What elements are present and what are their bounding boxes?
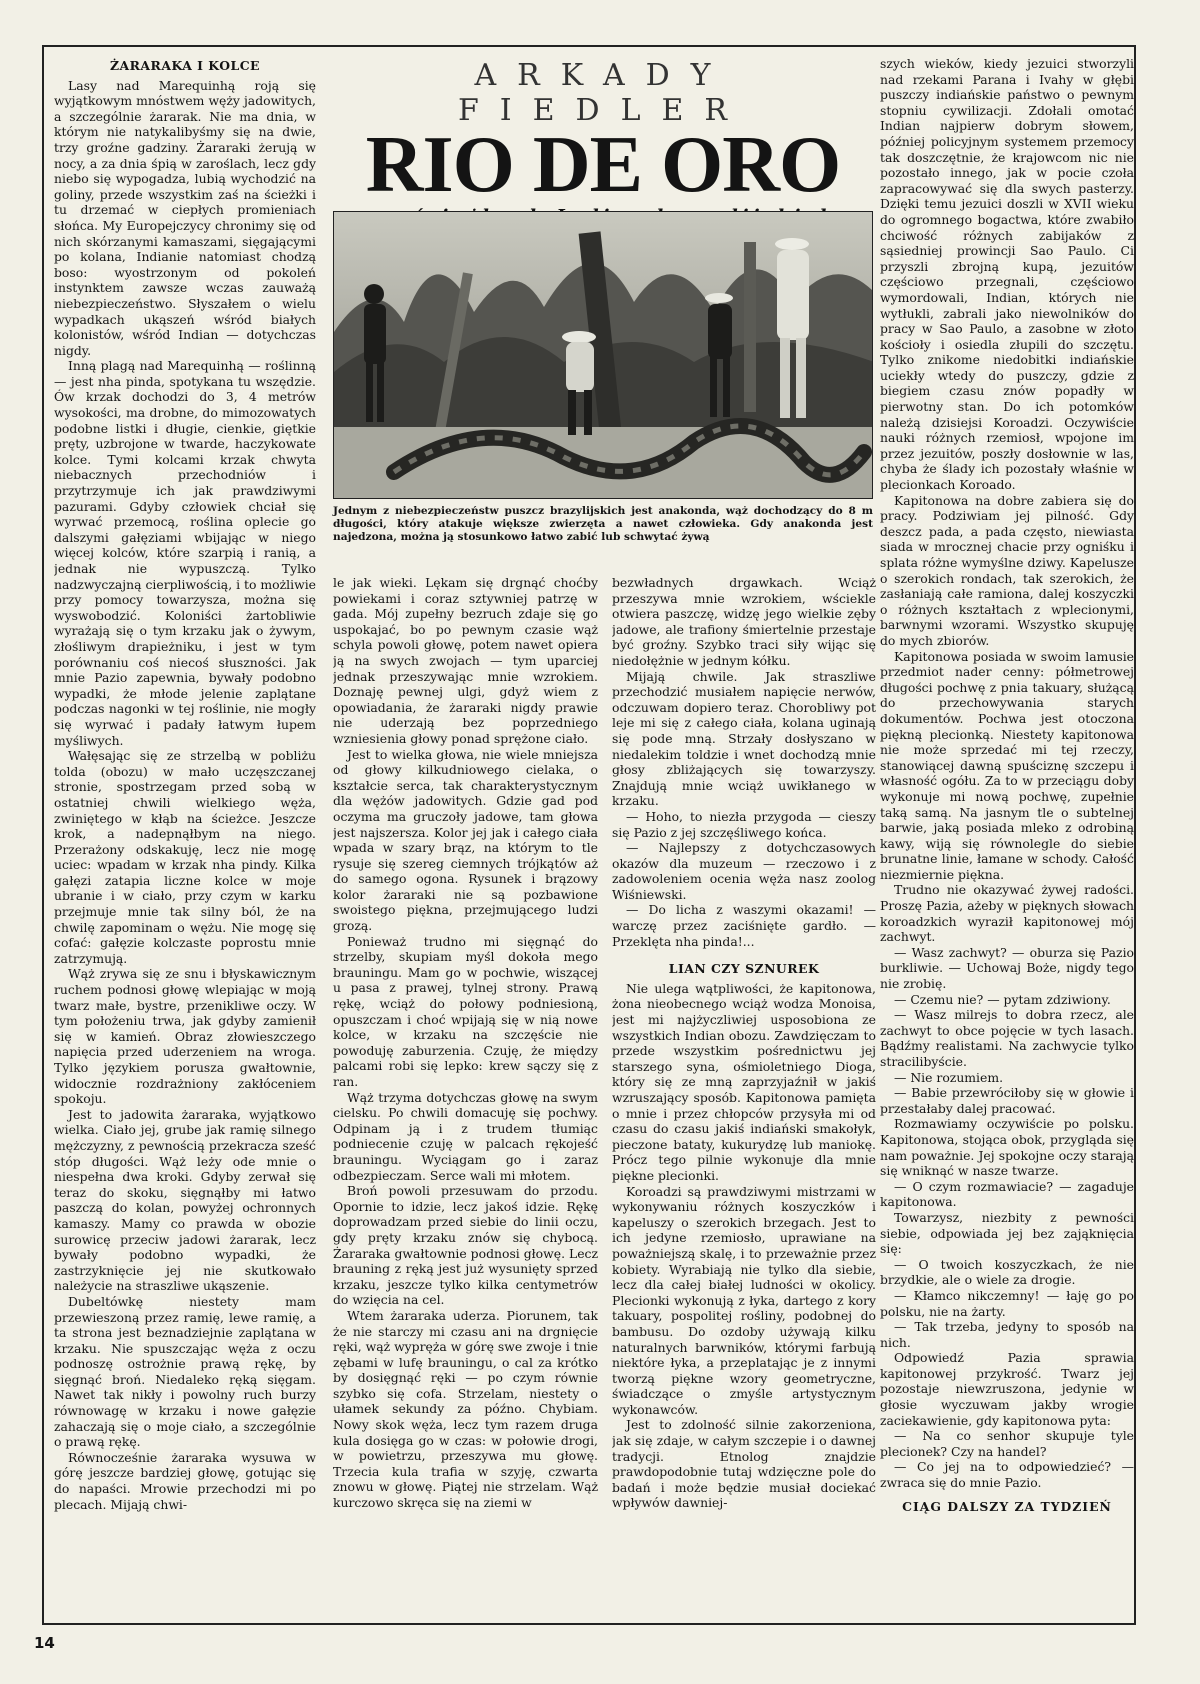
paragraph: Dubeltówkę niestety mam przewieszoną przez ramię, lewe ramię, a ta strona jest beznadziejnie zaplątana w krzaku. Nie spuszczając węża z oczu podnoszę ostrożnie prawą rękę, by sięgnąć broń. Niedaleko ręką sięgam. Nawet tak nikły i powolny ruch burzy równowagę w krzaku i nowe gałęzie zahaczają się o moje ciało, a szczególnie o prawą rękę.: [54, 1293, 316, 1450]
paragraph: Jest to zdolność silnie zakorzeniona, jak się zdaje, w całym szczepie i o dawnej tradycji. Etnolog znajdzie prawdopodobnie tutaj wdzięczne pole do badań i może będzie musiał dociekać wpływów dawniej-: [612, 1417, 876, 1511]
paragraph: — Najlepszy z dotychczasowych okazów dla muzeum — rzeczowo i z zadowoleniem ocenia węża nasz zoolog Wiśniewski.: [612, 840, 876, 902]
paragraph: Mijają chwile. Jak straszliwe przechodzić musiałem napięcie nerwów, odczuwam dopiero teraz. Chorobliwy pot leje mi się z całego ciała, kolana uginają się pode mną. Strzały dosłyszano w niedalekim toldzie i wnet dochodzą mnie głosy zbliżających się towarzyszy. Znajdują mnie wciąż uwikłanego w krzaku.: [612, 668, 876, 809]
paragraph: — Na co senhor skupuje tyle plecionek? Czy na handel?: [880, 1428, 1134, 1459]
paragraph: Odpowiedź Pazia sprawia kapitonowej przykrość. Twarz jej pozostaje niewzruszona, jedynie w głosie wyczuwam jakby wrogie zaciekawienie, gdy kapitonowa pyta:: [880, 1350, 1134, 1428]
paragraph: Równocześnie żararaka wysuwa w górę jeszcze bardziej głowę, gotując się do napaści. Mrowie przechodzi mi po plecach. Mijają chwi-: [54, 1449, 316, 1512]
paragraph: szych wieków, kiedy jezuici stworzyli nad rzekami Parana i Ivahy w głębi puszczy indiańskie państwo o pewnym stopniu cywilizacji. Zdołali omotać Indian najpierw dobrym słowem, później policyjnym systemem przemocy tak doszczętnie, że krajowcom nic nie pozostało innego, jak w pocie czoła zapracowywać się dla swych pasterzy. Dzięki temu jezuici doszli w XVII wieku do ogromnego bogactwa, które zwabiło chciwość różnych zabijaków z sąsiedniej prowincji Sao Paulo. Ci przyszli zbrojną kupą, jezuitów częściowo przegnali, częściowo wymordowali, Indian, których nie wytłukli, zabrali jako niewolników do pracy w Sao Paulo, a zasobne w złoto kościoły i osiedla złupili do szczętu. Tylko znikome niedobitki indiańskie uciekły wtedy do puszczy, gdzie z biegiem czasu znów popadły w pierwotny stan. Do ich potomków należą dzisiejsi Koroadzi. Oczywiście nauki różnych rzemiosł, wpojone im przez jezuitów, poszły dosłownie w las, chyba że ślady ich pozostały właśnie w plecionkach Koroado.: [880, 56, 1134, 493]
paragraph: — Tak trzeba, jedyny to sposób na nich.: [880, 1319, 1134, 1350]
paragraph: Jest to wielka głowa, nie wiele mniejsza od głowy kilkudniowego cielaka, o kształcie serca, tak charakterystycznym dla wężów jadowitych. Gdzie gad pod oczyma ma gruczoły jadowe, tam głowa jest najszersza. Kolor jej jak i całego ciała wpada w szary brąz, na którym to tle rysuje się szereg ciemnych trójkątów aż do samego ogona. Rysunek i brązowy kolor żararaki nie są pozbawione swoistego piękna, przejmującego ludzi grozą.: [333, 746, 598, 934]
paragraph: Wąż trzyma dotychczas głowę na swym cielsku. Po chwili domacuję się pochwy. Odpinam ją i z trudem tłumiąc podniecenie czuję w palcach rękojeść brauningu. Wyciągam go i zaraz odbezpieczam. Serce wali mi młotem.: [333, 1089, 598, 1183]
paragraph: — Babie przewróciłoby się w głowie i przestałaby dalej pracować.: [880, 1085, 1134, 1116]
paragraph: bezwładnych drgawkach. Wciąż przeszywa mnie wzrokiem, wściekle otwiera paszczę, widzę jego wielkie zęby jadowe, ale trafiony śmiertelnie przestaje być groźny. Szybko traci siły wijąc się niedołężnie w jednym kółku.: [612, 575, 876, 668]
paragraph: — Wasz milrejs to dobra rzecz, ale zachwyt to obce pojęcie w tych lasach. Bądźmy realistami. Na zachwycie tylko stracilibyście.: [880, 1007, 1134, 1069]
column-3: [612, 575, 876, 1615]
paragraph: Ponieważ trudno mi sięgnąć do strzelby, skupiam myśl dokoła mego brauningu. Mam go w pochwie, wiszącej u pasa z prawej, tylnej strony. Prawą rękę, wciąż do połowy podniesioną, opuszczam i choć wpijają się w nią nowe kolce, w krzaku na szczęście nie powoduję zaburzenia. Czuję, że między palcami robi się lepko: krew sączy się z ran.: [333, 933, 598, 1089]
paragraph: Towarzysz, niezbity z pewności siebie, odpowiada jej bez zająknięcia się:: [880, 1209, 1134, 1257]
column-4: [880, 56, 1134, 1616]
paragraph: Nie ulega wątpliwości, że kapitonowa, żona nieobecnego wciąż wodza Monoisa, jest mi najżyczliwiej usposobiona ze wszystkich Indian obozu. Zawdzięczam to przede wszystkim pośrednictwu jej starszego syna, ośmioletniego Dioga, który się ze mną zaprzyjaźnił w jakiś wzruszający sposób. Kapitonowa pamięta o mnie i przez chłopców przysyła mi od czasu do czasu jakiś indiański smakołyk, pieczone bataty, kukurydzę lub maniokę. Prócz tego pilnie wykonuje dla mnie piękne plecionki.: [612, 980, 876, 1183]
photo-illustration: [334, 212, 873, 499]
paragraph: Inną plagą nad Marequinhą — roślinną — jest nha pinda, spotykana tu wszędzie. Ów krzak dochodzi do 3, 4 metrów wysokości, ma drobne, do mimozowatych podobne listki i długie, cienkie, giętkie pręty, uzbrojone w twarde, haczykowate kolce. Tymi kolcami krzak chwyta niebacznych przechodniów i przytrzymuje ich jak prawdziwymi pazurami. Gdyby człowiek chciał się wyrwać przemocą, roślina oplecie go dalszymi gałęziami wbijając w niego więcej kolców, które szarpią i ranią, a jednak nie wypuszczą. Tylko nadzwyczajną cierpliwością, i to możliwie przy pomocy towarzysza, można się wyswobodzić. Koloniści żartobliwie wyrażają się o tym krzaku jak o żywym, złośliwym drapieżniku, i jest w tym porównaniu coś niecoś słuszności. Jak mnie Pazio zapewnia, bywały podobno wypadki, że młode jelenie zaplątane podczas nagonki w tej roślinie, nie mogły się wyrwać i padały łatwym łupem myśliwych.: [54, 358, 316, 748]
paragraph: Wtem żararaka uderza. Piorunem, tak że nie starczy mi czasu ani na drgnięcie ręki, wąż wypręża w górę swe zwoje i tnie zębami w lufę brauningu, o cal za krótko by dosięgnąć ręki — po czym równie szybko się cofa. Strzelam, niestety o ułamek sekundy za późno. Chybiam. Nowy skok węża, lecz tym razem druga kula dosięga go w czas: w połowie drogi, w powietrzu, przeszywa mu głowę. Trzecia kula trafia w szyję, czwarta znowu w głowę. Piątej nie strzelam. Wąż kurczowo skręca się na ziemi w: [333, 1307, 598, 1511]
photo-caption: Jednym z niebezpieczeństw puszcz brazylijskich jest anakonda, wąż dochodzący do 8 m długości, który atakuje większe zwierzęta a nawet człowieka. Gdy anakonda jest najedzona, można ją stosunkowo łatwo zabić lub schwytać żywą: [333, 505, 873, 543]
anaconda-photo: [333, 211, 873, 499]
author-name: ARKADY FIEDLER: [457, 58, 749, 128]
paragraph: Rozmawiamy oczywiście po polsku. Kapitonowa, stojąca obok, przygląda się nam poważnie. Jej spokojne oczy starają się wniknąć w nasze twarze.: [880, 1116, 1134, 1179]
paragraph: Koroadzi są prawdziwymi mistrzami w wykonywaniu różnych koszyczków i kapeluszy o szerokich brzegach. Jest to ich jedyne rzemiosło, uprawiane na poważniejszą skalę, i to przeważnie przez kobiety. Wyrabiają nie tylko dla siebie, lecz dla całej białej ludności w okolicy. Plecionki wykonują z łyka, dartego z kory takuary, pospolitej rośliny, podobnej do bambusu. Do ozdoby używają kilku naturalnych barwników, którymi farbują niektóre łyka, a przeplatając je z innymi tworzą piękne wzory geometryczne, świadczące o zmyśle artystycznym wykonawców.: [612, 1183, 876, 1417]
paragraph: Wąż zrywa się ze snu i błyskawicznym ruchem podnosi głowę wlepiając w moją twarz małe, bystre, przenikliwe oczy. W tym położeniu trwa, jak gdyby zamienił się w kamień. Obraz złowieszczego napięcia przed uderzeniem na wroga. Tylko językiem porusza gwałtownie, widocznie rozdrażniony zakłóceniem spokoju.: [54, 966, 316, 1107]
paragraph: le jak wieki. Lękam się drgnąć choćby powiekami i coraz sztywniej patrzę w gada. Mój zupełny bezruch zdaje się go uspokajać, bo po pewnym czasie wąż schyla powoli głowę, potem nawet opiera ją na swych zwojach — tym uparciej jednak przeszywając mnie wzrokiem. Doznaję pewnej ulgi, gdyż wiem z opowiadania, że żararaki nigdy prawie nie uderzają bez poprzedniego wzniesienia głowy ponad sprężone ciało.: [333, 575, 598, 746]
article-header: [333, 56, 873, 209]
article-title: RIO DE ORO: [365, 121, 841, 209]
paragraph: — Czemu nie? — pytam zdziwiony.: [894, 991, 1111, 1007]
paragraph: — Nie rozumiem.: [894, 1069, 1004, 1085]
page-number: 14: [34, 1634, 55, 1652]
paragraph: — Co jej na to odpowiedzieć? — zwraca się do mnie Pazio.: [880, 1459, 1134, 1491]
paragraph: — Hoho, to niezła przygoda — cieszy się Pazio z jej szczęśliwego końca.: [612, 808, 876, 840]
paragraph: — Wasz zachwyt? — oburza się Pazio burkliwie. — Uchowaj Boże, nigdy tego nie zrobię.: [880, 944, 1134, 992]
paragraph: — O czym rozmawiacie? — zagaduje kapitonowa.: [880, 1178, 1134, 1210]
paragraph: Broń powoli przesuwam do przodu. Opornie to idzie, lecz jakoś idzie. Rękę doprowadzam przed siebie do linii oczu, gdy pręty krzaku znów się chybocą. Żararaka gwałtownie podnosi głowę. Lecz brauning z ręką jest już wysunięty sprzed krzaku, jeszcze tylko kilka centymetrów do wzięcia na cel.: [333, 1183, 598, 1308]
paragraph: — O twoich koszyczkach, że nie brzydkie, ale o wiele za drogie.: [880, 1256, 1134, 1288]
column-2: [333, 575, 598, 1615]
section-heading: LIAN CZY SZNUREK: [668, 961, 820, 977]
paragraph: Kapitonowa na dobre zabiera się do pracy. Podziwiam jej pilność. Gdy deszcz pada, a pada często, niewiasta siada w mrocznej chacie przy ogniśku i splata różne wymyślne dziwy. Kapelusze o szerokich rondach, tak szerokich, że zasłaniają całe ramiona, dalej koszyczki o różnych kształtach z wplecionymi, barwnymi wzorami. Wszystko skupuję do mych zbiorów.: [880, 492, 1134, 648]
paragraph: Lasy nad Marequinhą roją się wyjątkowym mnóstwem węży jadowitych, a szczególnie żararak. Nie ma dnia, w którym nie natykalibyśmy się na dwie, trzy groźne gadziny. Żararaki żerują w nocy, a za dnia śpią w zaroślach, lecz gdy niebo się wypogadza, lubią wychodzić na goliny, przede wszystkim zaś na ścieżki i tu drzemać w ciepłych promieniach słońca. My Europejczycy chronimy się od nich skórzanymi kamaszami, sięgającymi po kolana, Indianie natomiast chodzą boso: wyostrzonym od pokoleń instynktem zawsze wczas zauważą niebezpieczeństwo. Słyszałem o wielu wypadkach ukąszeń wśród białych kolonistów, wśród Indian — dotychczas nigdy.: [54, 77, 316, 358]
paragraph: — Do licha z waszymi okazami! — warczę przez zaciśnięte gardło. — Przeklęta nha pinda!...: [612, 902, 876, 949]
continued-note: CIĄG DALSZY ZA TYDZIEŃ: [902, 1498, 1112, 1514]
paragraph: Jest to jadowita żararaka, wyjątkowo wielka. Ciało jej, grube jak ramię silnego mężczyzny, z pewnością przekracza sześć stóp długości. Wąż leży ode mnie o niespełna dwa kroki. Gdyby zerwał się teraz do skoku, sięgnąłby mi łatwo paszczą do kolan, powyżej ochronnych kamaszy. Mamy co prawda w obozie surowicę przeciw jadowi żararak, lecz bywały podobno wypadki, że zastrzyknięcie jej nie skutkowało należycie na straszliwe ukąszenie.: [54, 1106, 316, 1294]
paragraph: Trudno nie okazywać żywej radości. Proszę Pazia, ażeby w pięknych słowach koroadzkich wyraził kapitonowej mój zachwyt.: [880, 882, 1134, 945]
paragraph: — Kłamco nikczemny! — łaję go po polsku, nie na żarty.: [880, 1287, 1134, 1319]
paragraph: Kapitonowa posiada w swoim lamusie przedmiot nader cenny: półmetrowej długości pochwę z pnia takuary, służącą do przechowywania starych dokumentów. Pochwa jest otoczona piękną plecionką. Niestety kapitonowa nie może sprzedać mi tej rzeczy, stanowiącej dawną spuściznę szczepu i własność ogółu. Za to w przeciągu doby wykonuje mi nową pochwę, zupełnie taką samą. Na jasnym tle o subtelnej barwie, jaką posiada mleko z odrobiną kawy, wiją się równolegle do siebie brunatne linie, łamane w schody. Całość niezmiernie piękna.: [880, 648, 1134, 882]
section-heading: ŻARARAKA I KOLCE: [109, 58, 261, 73]
column-1: [54, 56, 316, 1614]
paragraph: Wałęsając się ze strzelbą w pobliżu tolda (obozu) w mało uczęszczanej stronie, spostrzegam przed sobą w ostatniej chwili wielkiego węża, zwiniętego w kłąb na ścieżce. Jeszcze krok, a nadepnąłbym na niego. Przerażony odskakuję, lecz nie mogę uciec: wpadam w krzak nha pindy. Kilka gałęzi zatapia liczne kolce w moje ubranie i w ciało, przy czym w karku przejmuje mnie tak silny ból, że na chwilę zapominam o wężu. Nie mogę się cofać: gałęzie kolczaste poprostu mnie zatrzymują.: [54, 748, 316, 966]
